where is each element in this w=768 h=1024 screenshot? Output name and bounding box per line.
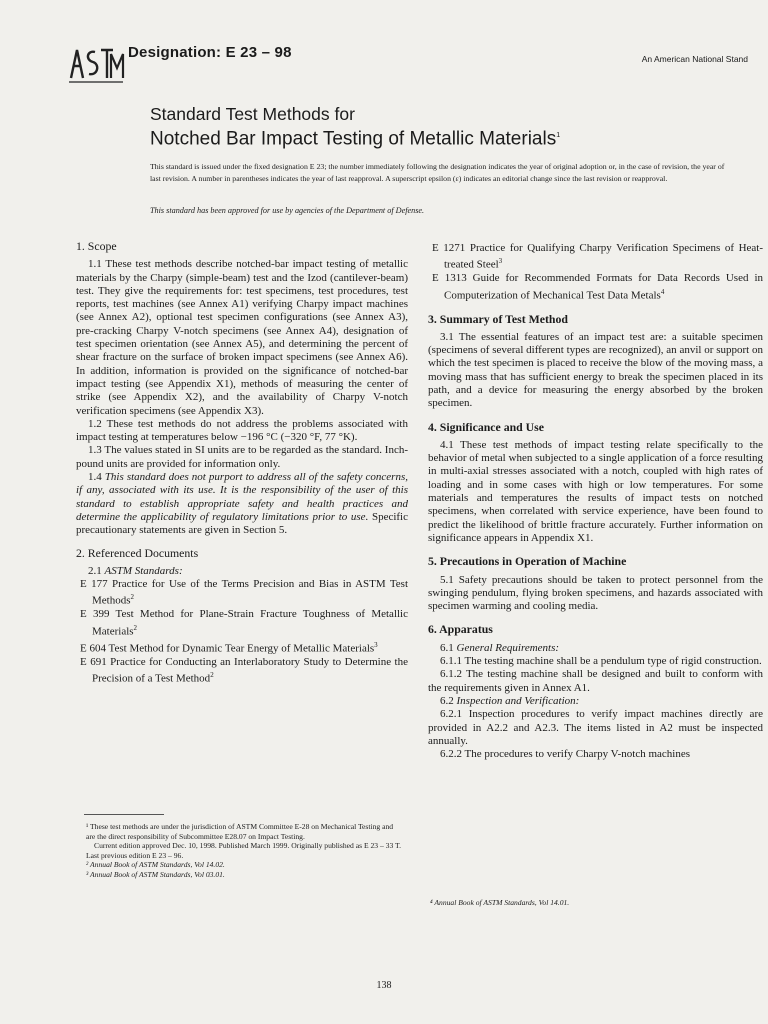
title-line-1: Standard Test Methods for: [150, 104, 355, 124]
paragraph-6-2-italic: Inspection and Verification:: [456, 694, 580, 707]
section-heading-precautions: 5. Precautions in Operation of Machine: [428, 554, 627, 569]
astm-logo-icon: [67, 44, 125, 84]
paragraph-1-4: [76, 471, 408, 537]
paragraph-1-4-tail: Specific precautionary statements are given in Section 5.: [76, 510, 409, 537]
document-title: [150, 104, 560, 149]
footnote: ¹ These test methods are under the jurisdiction of ASTM Committee E-28 on Mechanical Testing and are the direct responsibility of Subcommittee E28.07 on Impact Testing.: [86, 822, 394, 841]
paragraph-4-1: 4.1 These test methods of impact testing relate specifically to the behavior of metal when subjected to a single application of a force resulting in multi-axial stresses associated with a notch, coupled with high rates of loading and in some cases with high or low temperatures. For some materials and temperatures the results of impact tests on notched specimens, when correlated with service experience, have been found to predict the likelihood of brittle fracture accurately. Further information on significance appears in Appendix X1.: [428, 438, 763, 544]
reference-item-sup: 2: [133, 623, 138, 632]
title-line-2-text: Notched Bar Impact Testing of Metallic Materials: [150, 128, 557, 150]
section-heading-scope: 1. Scope: [76, 239, 117, 253]
paragraph-1-4-italic: This standard does not purport to address all of the safety concerns, if any, associated with its use. It is the responsibility of the user of this standard to establish appropriate safety and health practices and determine the applicability of regulatory limitations prior to use.: [76, 471, 408, 523]
reference-item-text: E 1313 Guide for Recommended Formats for Data Records Used in Computerization of Mechanical Test Data Metals: [432, 272, 763, 302]
paragraph-1-1: 1.1 These test methods describe notched-bar impact testing of metallic materials by the Charpy (simple-beam) test and the Izod (cantilever-beam) test. They give the requirements for: test specimens, test procedures, test reports, test machines (see Annex A1) verifying Charpy impact machines (see Annex A2), optional test specimen configurations (see Annex A3), pre-cracking Charpy V-notch specimens (see Annex A4), designation of test specimen orientation (see Annex A5), and determining the percent of shear fracture on the surface of broken impact specimens (see Annex A6). In addition, information is provided on the significance of notched-bar impact testing (see Appendix X1), methods of measuring the center of strike (see Appendix X2), and the availability of Charpy V-notch verification specimens (see Appendix X3).: [76, 258, 408, 417]
reference-item-text: E 1271 Practice for Qualifying Charpy Verification Specimens of Heat-treated Steel: [432, 242, 763, 271]
paragraph-1-4-number: 1.4: [88, 471, 105, 484]
reference-item: [76, 608, 408, 638]
footnote: ² Annual Book of ASTM Standards, Vol 14.02.: [86, 860, 225, 869]
paragraph-2-1: [76, 565, 408, 578]
designation-label: Designation: E 23 – 98: [128, 44, 292, 61]
paragraph-1-3: 1.3 The values stated in SI units are to be regarded as the standard. Inch-pound units are provided for information only.: [76, 444, 408, 470]
reference-item-sup: 3: [498, 257, 503, 266]
paragraph-2-1-italic: ASTM Standards:: [104, 564, 183, 577]
approval-statement: This standard has been approved for use by agencies of the Department of Defense.: [150, 206, 425, 215]
paragraph-6-1-2: 6.1.2 The testing machine shall be designed and built to conform with the requirements given in Annex A1.: [428, 668, 763, 694]
left-column: [76, 234, 408, 686]
paragraph-6-2-number: 6.2: [440, 694, 457, 707]
paragraph-6-1-number: 6.1: [440, 641, 457, 654]
paragraph-6-2-1: 6.2.1 Inspection procedures to verify impact machines directly are provided in A2.2 and A2.3. The items listed in A2 must be inspected annually.: [428, 708, 763, 747]
paragraph-1-2: 1.2 These test methods do not address the problems associated with impact testing at temperatures below −196 °C (−320 °F, 77 °K).: [76, 417, 408, 444]
section-heading-apparatus: 6. Apparatus: [428, 622, 493, 637]
paragraph-3-1: 3.1 The essential features of an impact test are: a suitable specimen (specimens of several different types are recognized), an anvil or support on which the test specimen is placed to receive the blow of the moving mass, a moving mass that has sufficient energy to break the specimen placed in its path, and a device for measuring the energy absorbed by the broken specimen.: [428, 330, 763, 410]
reference-item-e1313: [428, 272, 763, 302]
section-heading-significance: 4. Significance and Use: [428, 419, 545, 434]
paragraph-6-1-italic: General Requirements:: [456, 641, 560, 654]
paragraph-6-2: [428, 695, 763, 708]
reference-item-text: E 177 Practice for Use of the Terms Precision and Bias in ASTM Test Methods: [80, 578, 408, 608]
paragraph-6-2-2: 6.2.2 The procedures to verify Charpy V-notch machines: [440, 748, 690, 761]
right-column: [428, 242, 763, 761]
reference-item: [76, 656, 408, 686]
reference-item-text: E 604 Test Method for Dynamic Tear Energy of Metallic Materials: [80, 642, 375, 655]
paragraph-2-1-number: 2.1: [88, 564, 105, 577]
designation-notice: This standard is issued under the fixed designation E 23; the number immediately following the designation indicates the year of original adoption or, in the case of revision, the year of last revision. A number in parentheses indicates the year of last reapproval. A superscript epsilon (ε) indicates an editorial change since the last revision or reapproval.: [150, 162, 725, 183]
reference-item: [76, 639, 408, 656]
footnote: Current edition approved Dec. 10, 1998. Published March 1999. Originally published as E 23 – 33 T. Last previous edition E 23 – 96.: [86, 841, 402, 860]
paragraph-5-1: 5.1 Safety precautions should be taken to protect personnel from the swinging pendulum, flying broken specimens, and hazards associated with specimen warming and cooling media.: [428, 573, 763, 613]
title-footnote-mark: 1: [556, 132, 561, 139]
reference-item-sup: 2: [130, 593, 134, 602]
section-heading-referenced-documents: 2. Referenced Documents: [76, 545, 199, 560]
footnote-right: ⁴ Annual Book of ASTM Standards, Vol 14.01.: [430, 898, 570, 907]
reference-item-e1271: [428, 242, 763, 272]
footnote: ³ Annual Book of ASTM Standards, Vol 03.01.: [86, 869, 225, 879]
footnotes-left: [86, 822, 404, 879]
reference-item-sup: 2: [210, 670, 214, 679]
reference-item-sup: 3: [374, 640, 378, 649]
footnote-divider: [84, 814, 164, 815]
paragraph-6-1: [428, 642, 763, 655]
organization-label: An American National Stand: [641, 54, 748, 64]
reference-item-text: E 399 Test Method for Plane-Strain Fracture Toughness of Metallic Materials: [80, 608, 408, 638]
reference-item-sup: 4: [660, 287, 665, 296]
section-heading-summary: 3. Summary of Test Method: [428, 311, 568, 326]
reference-item-text: E 691 Practice for Conducting an Interlaboratory Study to Determine the Precision of a Test Method: [80, 655, 408, 685]
reference-item: [76, 578, 408, 608]
paragraph-6-1-1: 6.1.1 The testing machine shall be a pendulum type of rigid construction.: [440, 655, 762, 668]
title-line-2: [150, 125, 560, 149]
page-number: 138: [376, 980, 392, 991]
